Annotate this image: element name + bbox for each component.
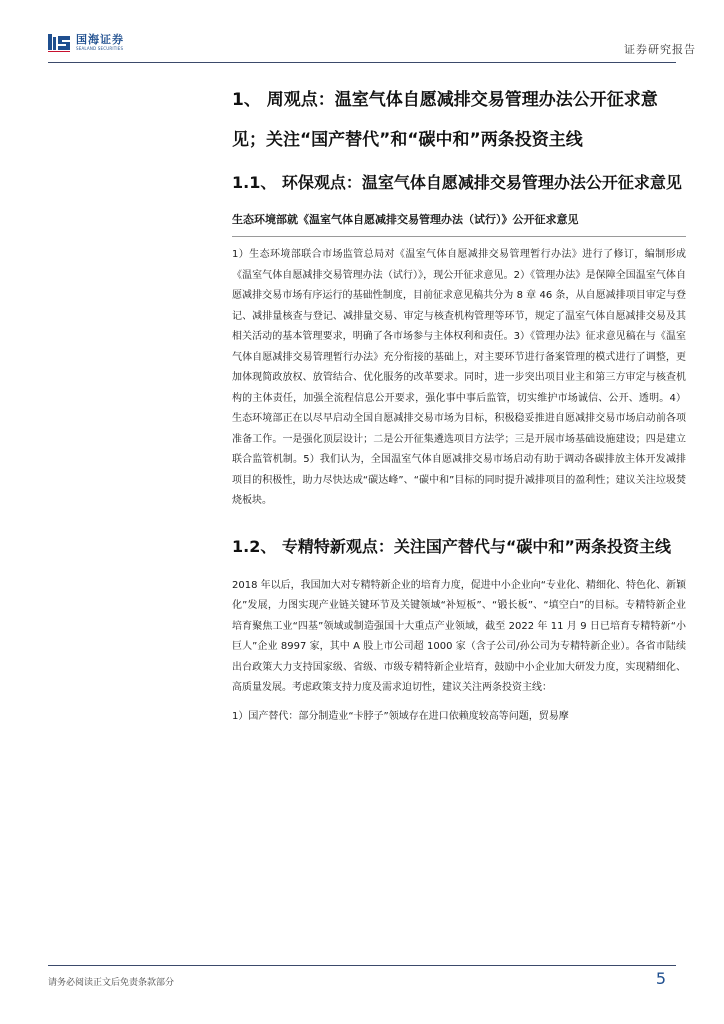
section-1-1-subheading: 生态环境部就《温室气体自愿减排交易管理办法（试行）》公开征求意见 [232,213,579,226]
subheading-divider [232,236,686,237]
section-1-1-body: 1）生态环境部联合市场监管总局对《温室气体自愿减排交易管理暂行办法》进行了修订，编制形成《温室气体自愿减排交易管理办法（试行）》，现公开征求意见。2）《管理办法》是保障全国温室气体自愿减排交易市场有序运行的基础性制度，目前征求意见稿共分为 8 章 46 条，从自愿减排项目审定与登记、减排量核查与登记、减排量交易、审定与核查机构管理等环节，规定了温室气体自愿减排交易及其相关活动的基本管理要求，明确了各市场参与主体权利和责任。3）《管理办法》征求意见稿在与《温室气体自愿减排交易管理暂行办法》充分衔接的基础上，对主要环节进行备案管理的模式进行了调整，更加体现简政放权、放管结合、优化服务的改革要求。同时，进一步突出项目业主和第三方审定与核查机构的主体责任，加强全流程信息公开要求，强化事中事后监管，切实维护市场诚信、公开、透明。4）生态环境部正在以尽早启动全国自愿减排交易市场为目标，积极稳妥推进自愿减排交易市场启动前各项准备工作。一是强化顶层设计；二是公开征集遴选项目方法学；三是开展市场基础设施建设；四是建立联合监管机制。5）我们认为，全国温室气体自愿减排交易市场启动有助于调动各碳排放主体开发减排项目的积极性，助力尽快达成“碳达峰”、“碳中和”目标的同时提升减排项目的盈利性；建议关注垃圾焚烧板块。 [232,249,686,506]
main-content [232,80,686,727]
header-divider [48,62,676,63]
page-header [0,0,724,64]
logo-chinese-name: 国海证券 [76,32,124,46]
page-footer [48,965,676,1015]
sealand-logo-icon [48,32,72,52]
section-1-2-item-1: 1）国产替代：部分制造业“卡脖子”领域存在进口依赖度较高等问题，贸易摩 [232,710,569,722]
disclaimer-text: 请务必阅读正文后免责条款部分 [48,978,175,988]
section-1-2-body: 2018 年以后，我国加大对专精特新企业的培育力度，促进中小企业向“专业化、精细化、特色化、新颖化”发展，力图实现产业链关键环节及关键领域“补短板”、“锻长板”、“填空白”的目标。专精特新企业培育聚焦工业“四基”领域或制造强国十大重点产业领域，截至 2022 年 11 月 9 日已培育专精特新“小巨人”企业 8997 家，其中 A 股上市公司超 1000 家（含子公司/孙公司为专精特新企业）。各省市陆续出台政策大力支持国家级、省级、市级专精特新企业培育，鼓励中小企业加大研发力度，实现精细化、高质量发展。考虑政策支持力度及需求迫切性，建议关注两条投资主线： [232,579,686,693]
page-number: 5 [655,969,666,988]
section-1-heading: 1、 周观点：温室气体自愿减排交易管理办法公开征求意见；关注“国产替代”和“碳中和”两条投资主线 [232,90,658,150]
section-1-2-heading: 1.2、 专精特新观点：关注国产替代与“碳中和”两条投资主线 [232,536,671,556]
logo-english-name: SEALAND SECURITIES [76,45,124,51]
report-type-label: 证券研究报告 [624,43,696,56]
footer-divider [48,965,676,966]
company-logo [48,30,124,54]
section-1-1-heading: 1.1、 环保观点：温室气体自愿减排交易管理办法公开征求意见 [232,173,682,192]
